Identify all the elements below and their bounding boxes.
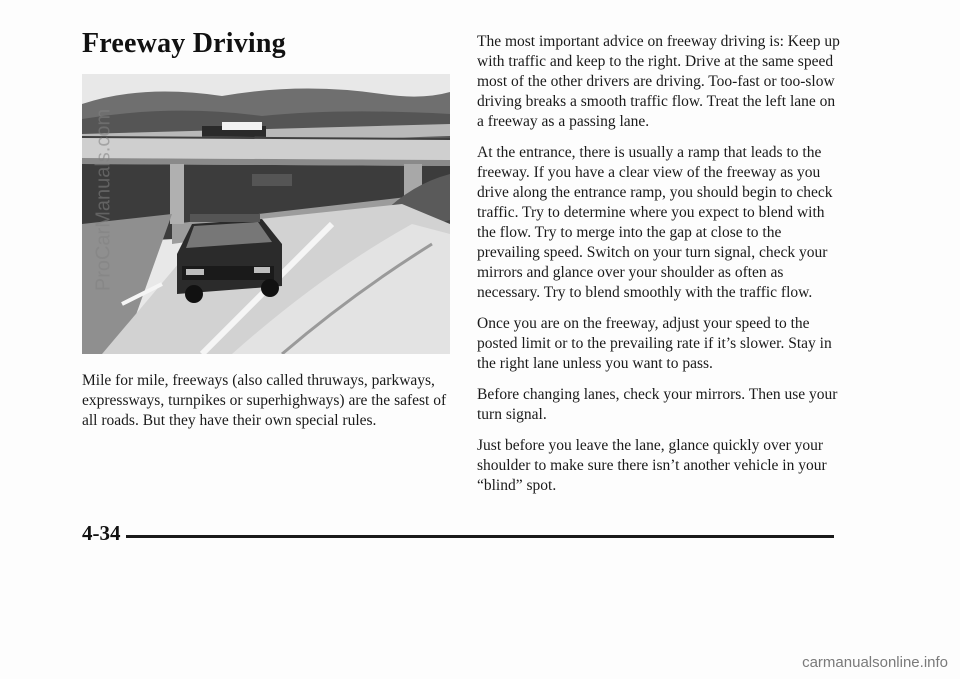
paragraph-entrance-ramp: At the entrance, there is usually a ramp that leads to the freeway. If you have a clear view of the freeway as you drive along the entrance ramp, you should begin to check traffic. Try to determine where you expect to blend with the flow. Try to merge into the gap at close to the prevailing speed. Switch on your turn signal, check your mirrors and glance over your shoulder as often as necessary. Try to blend smoothly with the traffic flow.: [477, 144, 833, 301]
freeway-scene-icon: [82, 74, 450, 354]
bottom-watermark: carmanualsonline.info: [802, 654, 948, 671]
body-column: [477, 32, 845, 507]
page-number: 4-34: [82, 521, 121, 545]
paragraph-keep-up: The most important advice on freeway driving is: Keep up with traffic and keep to the right. Drive at the same speed most of the other drivers are driving. Too-fast or too-slow driving breaks a smooth traffic flow. Treat the left lane on a freeway as a passing lane.: [477, 33, 840, 130]
side-watermark: ProCarManuals.com: [92, 108, 115, 292]
paragraph-adjust-speed: Once you are on the freeway, adjust your speed to the posted limit or to the prevailing rate if it’s slower. Stay in the right lane unless you want to pass.: [477, 315, 832, 372]
freeway-illustration: [82, 74, 450, 354]
intro-paragraph: Mile for mile, freeways (also called thruways, parkways, expressways, turnpikes or superhighways) are the safest of all roads. But they have their own special rules.: [82, 372, 447, 429]
footer-rule: [126, 535, 834, 538]
paragraph-blind-spot: Just before you leave the lane, glance quickly over your shoulder to make sure there isn’t another vehicle in your “blind” spot.: [477, 437, 827, 494]
section-heading: Freeway Driving: [82, 28, 286, 59]
paragraph-changing-lanes: Before changing lanes, check your mirrors. Then use your turn signal.: [477, 386, 838, 423]
